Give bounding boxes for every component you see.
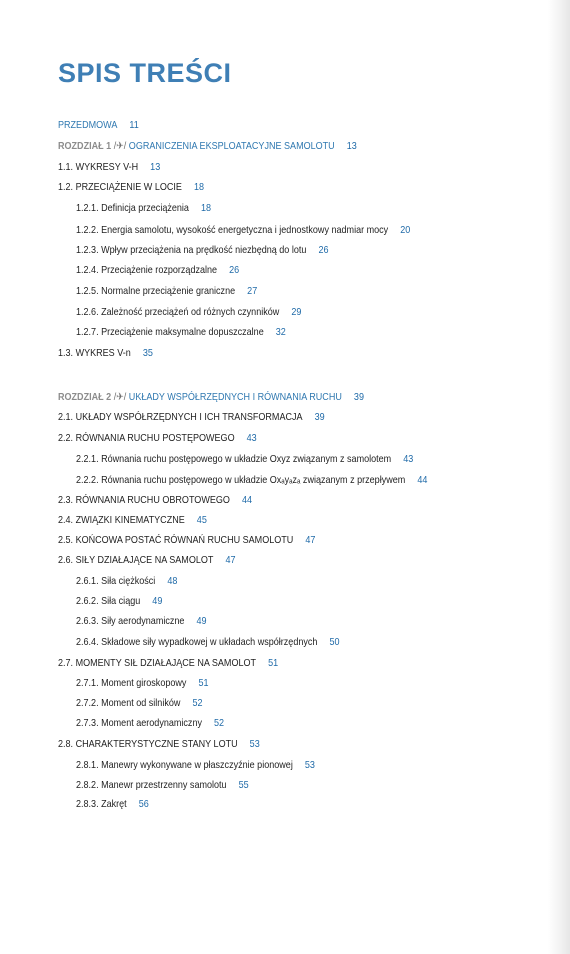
toc-chapter — [58, 139, 357, 153]
page-number: 18 — [193, 181, 205, 193]
toc-section — [58, 533, 315, 547]
toc-subsection — [76, 201, 211, 215]
toc-subsection — [76, 574, 177, 588]
page-title: SPIS TREŚCI — [58, 58, 232, 88]
toc-subsection — [76, 614, 207, 628]
toc-subsection — [76, 263, 239, 277]
page-number: 39 — [314, 411, 325, 423]
entry-title: 2.6.4. Składowe siły wypadkowej w układach współrzędnych — [76, 636, 318, 648]
page-number: 52 — [214, 717, 225, 729]
entry-title: 2.6.3. Siły aerodynamiczne — [76, 615, 185, 627]
entry-title: 2.6.1. Siła ciężkości — [76, 575, 156, 587]
toc-subsection — [76, 452, 413, 466]
toc-chapter — [58, 390, 364, 404]
page-number: 53 — [304, 759, 315, 771]
toc-section — [58, 553, 236, 567]
page-number: 51 — [268, 657, 279, 669]
toc-subsection — [76, 797, 149, 811]
page-number: 49 — [152, 595, 163, 607]
page-number: 32 — [275, 326, 286, 338]
chapter-number: ROZDZIAŁ 2 — [58, 391, 112, 403]
page-number: 35 — [142, 347, 153, 359]
entry-title: 2.2. RÓWNANIA RUCHU POSTĘPOWEGO — [58, 432, 235, 444]
page-number: 49 — [196, 615, 207, 627]
chapter-number: ROZDZIAŁ 1 — [58, 140, 112, 152]
page-number: 51 — [198, 677, 209, 689]
entry-title: 1.2.6. Zależność przeciążeń od różnych czynników — [76, 306, 280, 318]
entry-title: 2.8. CHARAKTERYSTYCZNE STANY LOTU — [58, 738, 238, 750]
entry-title: 1.3. WYKRES V-n — [58, 347, 131, 359]
entry-title: 2.2.2. Równania ruchu postępowego w układzie Oxₐyₐzₐ związanym z przepływem — [76, 474, 406, 486]
page-number: 26 — [318, 244, 329, 256]
entry-title: 2.8.3. Zakręt — [76, 798, 127, 810]
toc-section — [58, 410, 325, 424]
entry-title: 1.2.7. Przeciążenie maksymalne dopuszczalne — [76, 326, 264, 338]
toc-subsection — [76, 696, 203, 710]
entry-title: OGRANICZENIA EKSPLOATACYJNE SAMOLOTU — [128, 140, 335, 152]
toc-section — [58, 656, 278, 670]
entry-title: 2.8.1. Manewry wykonywane w płaszczyźnie pionowej — [76, 759, 293, 771]
entry-title: 2.6.2. Siła ciągu — [76, 595, 141, 607]
page-number: 44 — [417, 474, 428, 486]
toc-subsection — [76, 758, 315, 772]
toc-subsection — [76, 778, 249, 792]
page-number: 44 — [241, 494, 253, 506]
entry-title: 1.2.1. Definicja przeciążenia — [76, 202, 189, 214]
page-number: 48 — [167, 575, 178, 587]
toc-section — [58, 180, 204, 194]
page-number: 27 — [247, 285, 258, 297]
entry-title: 2.3. RÓWNANIA RUCHU OBROTOWEGO — [58, 494, 230, 506]
toc-subsection — [76, 473, 427, 487]
entry-title: UKŁADY WSPÓŁRZĘDNYCH I RÓWNANIA RUCHU — [128, 391, 342, 403]
entry-title: 2.7.2. Moment od silników — [76, 697, 181, 709]
toc-subsection — [76, 676, 209, 690]
entry-title: 2.1. UKŁADY WSPÓŁRZĘDNYCH I ICH TRANSFORMACJA — [58, 411, 303, 423]
page-number: 39 — [353, 391, 364, 403]
toc-subsection — [76, 223, 410, 237]
entry-title: 1.2. PRZECIĄŻENIE W LOCIE — [58, 181, 182, 193]
entry-title: 1.2.5. Normalne przeciążenie graniczne — [76, 285, 236, 297]
toc-section — [58, 431, 257, 445]
page-number: 29 — [291, 306, 302, 318]
entry-title: PRZEDMOWA — [58, 119, 118, 131]
page-number: 43 — [403, 453, 414, 465]
airplane-icon: /✈/ — [113, 391, 127, 403]
page-number: 11 — [129, 119, 139, 131]
page-number: 45 — [196, 514, 207, 526]
page-number: 50 — [329, 636, 340, 648]
toc-subsection — [76, 325, 286, 339]
page-number: 47 — [305, 534, 316, 546]
page-number: 55 — [238, 779, 249, 791]
entry-title: 1.2.3. Wpływ przeciążenia na prędkość niezbędną do lotu — [76, 244, 307, 256]
entry-title: 1.2.2. Energia samolotu, wysokość energetyczna i jednostkowy nadmiar mocy — [76, 224, 389, 236]
entry-title: 1.1. WYKRESY V-H — [58, 161, 139, 173]
toc-section — [58, 160, 160, 174]
entry-title: 2.4. ZWIĄZKI KINEMATYCZNE — [58, 514, 185, 526]
page-number: 13 — [346, 140, 357, 152]
page-number: 26 — [229, 264, 240, 276]
page-number: 43 — [246, 432, 257, 444]
toc-subsection — [76, 716, 224, 730]
toc-subsection — [76, 243, 329, 257]
page-number: 56 — [138, 798, 149, 810]
page-edge-shadow — [548, 0, 570, 954]
toc-preface — [58, 118, 139, 132]
toc-section — [58, 737, 260, 751]
entry-title: 2.2.1. Równania ruchu postępowego w układzie Oxyz związanym z samolotem — [76, 453, 392, 465]
page-number: 13 — [150, 161, 161, 173]
entry-title: 1.2.4. Przeciążenie rozporządzalne — [76, 264, 218, 276]
page-number: 20 — [400, 224, 411, 236]
entry-title: 2.7.1. Moment giroskopowy — [76, 677, 187, 689]
airplane-icon: /✈/ — [113, 140, 127, 152]
page-number: 52 — [192, 697, 203, 709]
toc-subsection — [76, 284, 257, 298]
toc-subsection — [76, 594, 162, 608]
entry-title: 2.6. SIŁY DZIAŁAJĄCE NA SAMOLOT — [58, 554, 214, 566]
page-number: 47 — [225, 554, 236, 566]
page-number: 53 — [249, 738, 260, 750]
toc-section — [58, 513, 207, 527]
page-number: 18 — [200, 202, 212, 214]
toc-section — [58, 346, 153, 360]
entry-title: 2.7. MOMENTY SIŁ DZIAŁAJĄCE NA SAMOLOT — [58, 657, 257, 669]
entry-title: 2.5. KOŃCOWA POSTAĆ RÓWNAŃ RUCHU SAMOLOTU — [58, 534, 294, 546]
entry-title: 2.8.2. Manewr przestrzenny samolotu — [76, 779, 227, 791]
toc-section — [58, 493, 252, 507]
toc-subsection — [76, 305, 301, 319]
entry-title: 2.7.3. Moment aerodynamiczny — [76, 717, 202, 729]
toc-subsection — [76, 635, 340, 649]
